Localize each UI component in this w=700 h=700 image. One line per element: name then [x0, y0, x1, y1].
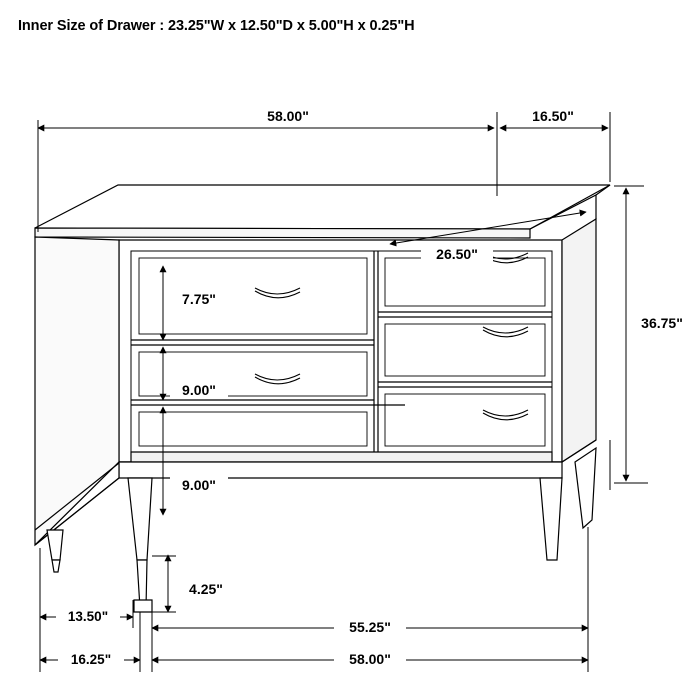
dim-drawer-height-bottom: 9.00" [182, 477, 216, 493]
page-title: Inner Size of Drawer : 23.25"W x 12.50"D x 5.00"H x 0.25"H [18, 18, 415, 34]
dim-leg-height: 4.25" [189, 581, 223, 597]
dim-drawer-height-middle: 9.00" [182, 382, 216, 398]
dim-overall-height: 36.75" [641, 315, 683, 331]
dim-top-depth: 16.50" [532, 108, 574, 124]
dim-drawer-width: 26.50" [436, 246, 478, 262]
dim-side-base-depth: 13.50" [67, 609, 109, 624]
dim-base-front-width: 55.25" [349, 619, 391, 635]
dim-bottom-width: 58.00" [349, 651, 391, 667]
dresser-body [35, 185, 610, 612]
dim-top-width: 58.00" [267, 108, 309, 124]
dim-drawer-height-top: 7.75" [182, 291, 216, 307]
dim-side-bottom-depth: 16.25" [70, 652, 112, 667]
